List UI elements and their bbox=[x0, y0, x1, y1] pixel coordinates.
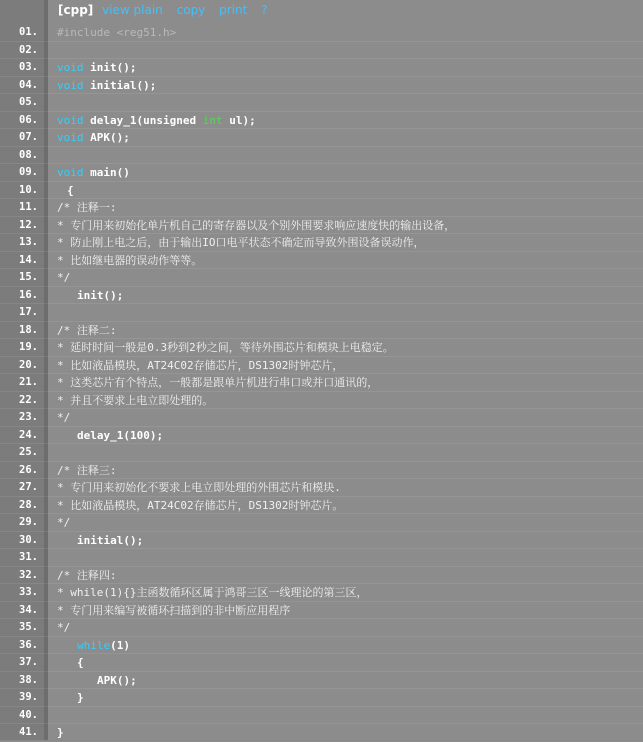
code-text bbox=[57, 339, 643, 357]
code-line bbox=[0, 374, 643, 392]
code-line bbox=[0, 252, 643, 270]
code-line bbox=[0, 234, 643, 252]
line-number: 22. bbox=[19, 393, 38, 406]
code-line bbox=[0, 94, 643, 112]
code-token: * 比如继电器的误动作等等。 bbox=[57, 253, 203, 267]
code-text bbox=[57, 427, 643, 445]
code-text bbox=[57, 374, 643, 392]
code-token: } bbox=[57, 726, 64, 739]
line-number: 11. bbox=[19, 201, 38, 213]
code-token: delay_1(100); bbox=[77, 428, 164, 442]
code-line bbox=[0, 427, 643, 445]
code-token: * 这类芯片有个特点，一般都是跟单片机进行串口或并口通讯的， bbox=[57, 376, 379, 389]
code-text bbox=[57, 479, 643, 497]
line-number: 18. bbox=[19, 323, 38, 336]
code-text bbox=[57, 252, 643, 270]
code-line bbox=[0, 287, 643, 305]
line-number: 20. bbox=[19, 358, 38, 371]
code-line bbox=[0, 24, 643, 42]
view-plain-link[interactable]: view plain bbox=[102, 3, 163, 17]
code-line bbox=[0, 42, 643, 60]
code-line bbox=[0, 619, 643, 637]
line-number: 01. bbox=[19, 26, 38, 38]
code-line bbox=[0, 392, 643, 410]
code-token: void bbox=[57, 113, 84, 127]
code-token: initial(); bbox=[77, 533, 144, 547]
code-lines bbox=[0, 24, 643, 742]
code-line bbox=[0, 707, 643, 725]
print-link[interactable]: print bbox=[219, 3, 248, 17]
code-token: init(); bbox=[77, 288, 124, 302]
code-line bbox=[0, 304, 643, 322]
code-line bbox=[0, 514, 643, 532]
code-text bbox=[57, 357, 643, 375]
line-number: 34. bbox=[19, 603, 38, 616]
code-token: * 专门用来初始化不要求上电立即处理的外围芯片和模块. bbox=[57, 481, 341, 494]
code-token: * 防止刚上电之后，由于输出IO口电平状态不确定而导致外围设备误动作， bbox=[57, 236, 425, 249]
code-line bbox=[0, 339, 643, 357]
line-number: 35. bbox=[19, 621, 38, 633]
code-token: void bbox=[57, 166, 84, 179]
code-token: */ bbox=[57, 271, 71, 284]
code-token: void bbox=[57, 61, 84, 74]
code-line bbox=[0, 672, 643, 690]
code-line bbox=[0, 479, 643, 497]
code-token: while bbox=[77, 638, 111, 652]
code-token: /* 注释四: bbox=[57, 568, 117, 582]
code-line bbox=[0, 147, 643, 165]
code-token: /* 注释三: bbox=[57, 463, 117, 477]
code-line bbox=[0, 497, 643, 515]
code-token: delay_1(unsigned bbox=[83, 113, 203, 127]
line-number: 05. bbox=[19, 96, 38, 108]
code-text bbox=[57, 164, 643, 182]
code-line bbox=[0, 567, 643, 585]
code-token: { bbox=[77, 656, 84, 669]
code-text bbox=[57, 514, 643, 532]
code-token: * 并且不要求上电立即处理的。 bbox=[57, 393, 214, 407]
line-number: 33. bbox=[19, 586, 38, 598]
line-number: 37. bbox=[19, 656, 38, 668]
line-number: 21. bbox=[19, 376, 38, 388]
line-number: 04. bbox=[19, 78, 38, 91]
code-token: * while(1){}主函数循环区属于鸿哥三区一线理论的第三区， bbox=[57, 586, 368, 599]
code-text bbox=[57, 112, 643, 130]
code-token: /* 注释一: bbox=[57, 201, 117, 214]
code-text bbox=[57, 584, 643, 602]
code-token: (1) bbox=[110, 638, 130, 652]
code-token: main() bbox=[83, 166, 130, 179]
code-text bbox=[57, 672, 643, 690]
code-text bbox=[57, 129, 643, 147]
code-token: ul); bbox=[222, 113, 256, 127]
code-token: } bbox=[77, 691, 84, 704]
code-text bbox=[57, 182, 643, 200]
line-number: 40. bbox=[19, 708, 38, 721]
code-token: void bbox=[57, 131, 84, 144]
code-token: */ bbox=[57, 621, 71, 634]
line-number: 28. bbox=[19, 498, 38, 511]
code-line bbox=[0, 357, 643, 375]
code-line bbox=[0, 637, 643, 655]
code-token: APK(); bbox=[97, 673, 137, 687]
language-label: [cpp] bbox=[58, 3, 94, 17]
code-text bbox=[57, 462, 643, 480]
code-text bbox=[57, 567, 643, 585]
code-line bbox=[0, 689, 643, 707]
line-number: 25. bbox=[19, 446, 38, 458]
code-token: APK(); bbox=[83, 131, 130, 144]
code-token: */ bbox=[57, 516, 71, 529]
code-line bbox=[0, 182, 643, 200]
code-text bbox=[57, 199, 643, 217]
line-number: 13. bbox=[19, 236, 38, 248]
code-line bbox=[0, 77, 643, 95]
line-number: 09. bbox=[19, 166, 38, 178]
line-number: 15. bbox=[19, 271, 38, 283]
line-number: 12. bbox=[19, 218, 38, 231]
code-line bbox=[0, 444, 643, 462]
code-line bbox=[0, 199, 643, 217]
code-text bbox=[57, 234, 643, 252]
code-text bbox=[57, 689, 643, 707]
line-number: 39. bbox=[19, 691, 38, 703]
code-text bbox=[57, 724, 643, 742]
code-line bbox=[0, 322, 643, 340]
code-line bbox=[0, 584, 643, 602]
code-text bbox=[57, 409, 643, 427]
code-token: void bbox=[57, 78, 84, 92]
code-text bbox=[57, 59, 643, 77]
code-text bbox=[57, 217, 643, 235]
code-token: */ bbox=[57, 411, 71, 424]
code-token: * 延时时间一般是0.3秒到2秒之间，等待外围芯片和模块上电稳定。 bbox=[57, 341, 394, 354]
line-number: 08. bbox=[19, 148, 38, 161]
code-text bbox=[57, 654, 643, 672]
code-line bbox=[0, 724, 643, 742]
line-number: 03. bbox=[19, 61, 38, 73]
code-line bbox=[0, 269, 643, 287]
code-line bbox=[0, 549, 643, 567]
line-number: 32. bbox=[19, 568, 38, 581]
line-number: 16. bbox=[19, 288, 38, 301]
line-number: 29. bbox=[19, 516, 38, 528]
help-link[interactable]: ? bbox=[261, 3, 268, 17]
code-toolbar bbox=[48, 0, 643, 20]
line-number: 24. bbox=[19, 428, 38, 441]
code-token: #include <reg51.h> bbox=[57, 26, 177, 39]
code-line bbox=[0, 462, 643, 480]
code-line bbox=[0, 164, 643, 182]
code-token: /* 注释二: bbox=[57, 323, 117, 337]
code-token: * 比如液晶模块，AT24C02存储芯片，DS1302时钟芯片， bbox=[57, 358, 344, 372]
line-number: 38. bbox=[19, 673, 38, 686]
line-number: 23. bbox=[19, 411, 38, 423]
code-token: initial(); bbox=[83, 78, 157, 92]
line-number: 14. bbox=[19, 253, 38, 266]
code-text bbox=[57, 602, 643, 620]
line-number: 41. bbox=[19, 726, 38, 738]
line-number: 27. bbox=[19, 481, 38, 493]
code-text bbox=[57, 497, 643, 515]
line-number: 06. bbox=[19, 113, 38, 126]
code-text bbox=[57, 392, 643, 410]
copy-link[interactable]: copy bbox=[176, 3, 206, 17]
code-text bbox=[57, 77, 643, 95]
line-number: 10. bbox=[19, 183, 38, 196]
code-text bbox=[57, 287, 643, 305]
code-line bbox=[0, 602, 643, 620]
line-number: 19. bbox=[19, 341, 38, 353]
code-token: int bbox=[202, 113, 223, 127]
line-number: 31. bbox=[19, 551, 38, 563]
line-number: 02. bbox=[19, 43, 38, 56]
line-number: 07. bbox=[19, 131, 38, 143]
code-token: * 专门用来编写被循环扫描到的非中断应用程序 bbox=[57, 603, 291, 617]
code-text bbox=[57, 24, 643, 42]
line-number: 17. bbox=[19, 306, 38, 318]
code-line bbox=[0, 409, 643, 427]
code-text bbox=[57, 532, 643, 550]
code-token: { bbox=[67, 183, 74, 197]
code-token: * 比如液晶模块，AT24C02存储芯片，DS1302时钟芯片。 bbox=[57, 498, 344, 512]
code-line bbox=[0, 217, 643, 235]
code-text bbox=[57, 322, 643, 340]
code-line bbox=[0, 112, 643, 130]
code-token: init(); bbox=[83, 61, 137, 74]
line-number: 36. bbox=[19, 638, 38, 651]
code-line bbox=[0, 654, 643, 672]
code-line bbox=[0, 59, 643, 77]
line-number: 30. bbox=[19, 533, 38, 546]
code-line bbox=[0, 129, 643, 147]
code-line bbox=[0, 532, 643, 550]
code-text bbox=[57, 619, 643, 637]
code-text bbox=[57, 269, 643, 287]
line-number: 26. bbox=[19, 463, 38, 476]
code-text bbox=[57, 637, 643, 655]
code-token: * 专门用来初始化单片机自己的寄存器以及个别外围要求响应速度快的输出设备， bbox=[57, 218, 456, 232]
